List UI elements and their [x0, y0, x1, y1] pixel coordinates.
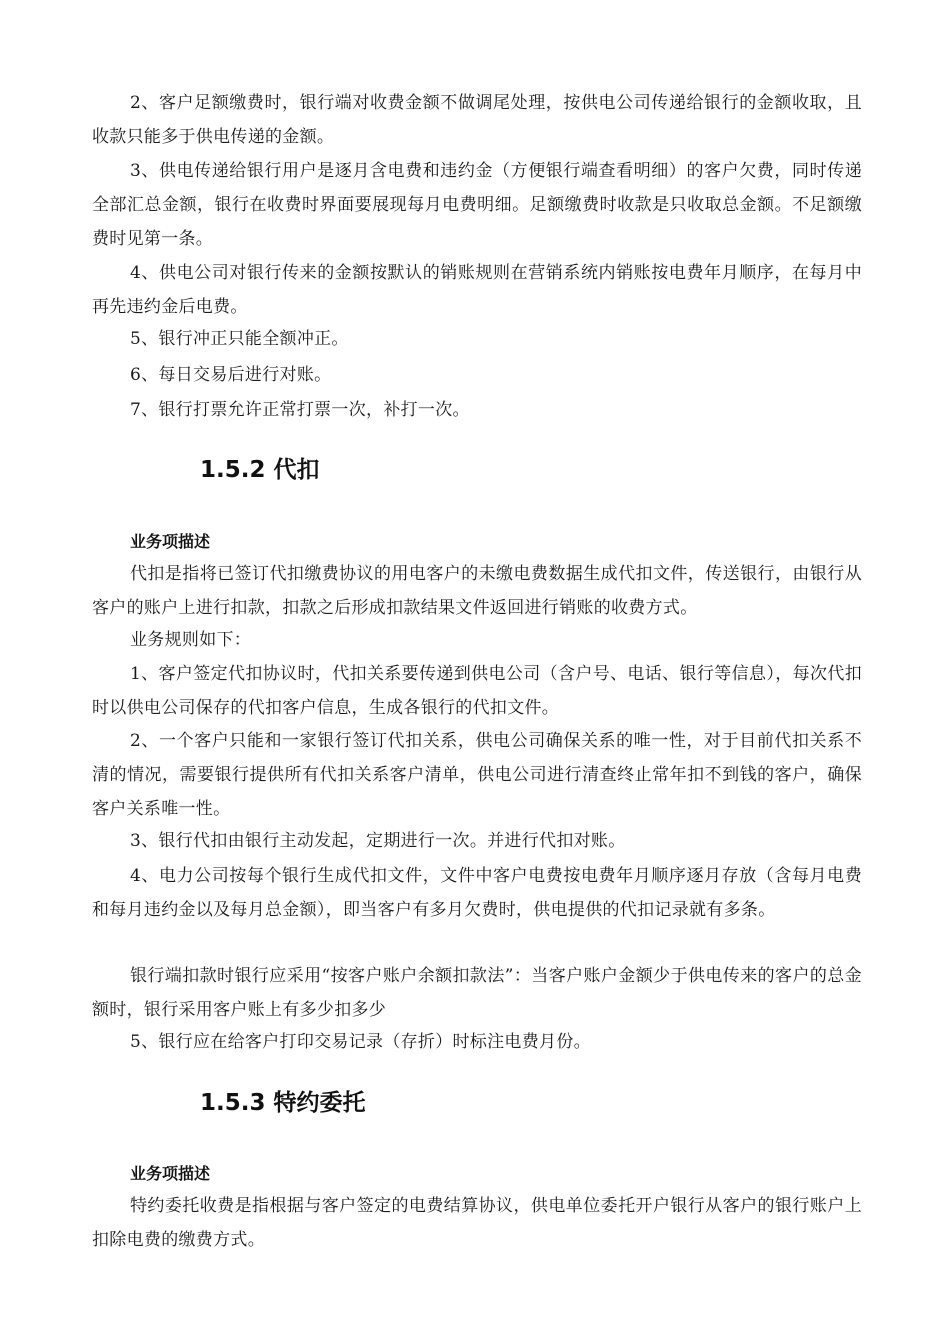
paragraph-description: 代扣是指将已签订代扣缴费协议的用电客户的未缴电费数据生成代扣文件，传送银行，由银行从客户的账户上进行扣款，扣款之后形成扣款结果文件返回进行销账的收费方式。 — [92, 564, 862, 618]
paragraph-rule-3: 3、银行代扣由银行主动发起，定期进行一次。并进行代扣对账。 — [130, 831, 626, 851]
paragraph-rule-5: 5、银行应在给客户打印交易记录（存折）时标注电费月份。 — [130, 1032, 591, 1052]
paragraph-rule-4: 4、供电公司对银行传来的金额按默认的销账规则在营销系统内销账按电费年月顺序，在每月中再先违约金后电费。 — [92, 263, 862, 317]
paragraph-description: 特约委托收费是指根据与客户签定的电费结算协议，供电单位委托开户银行从客户的银行账户上扣除电费的缴费方式。 — [92, 1196, 862, 1250]
paragraph-rule-1: 1、客户签定代扣协议时，代扣关系要传递到供电公司（含户号、电话、银行等信息），每次代扣时以供电公司保存的代扣客户信息，生成各银行的代扣文件。 — [92, 664, 862, 718]
subheading-business-description: 业务项描述 — [130, 1164, 211, 1183]
paragraph-rule-3: 3、供电传递给银行用户是逐月含电费和违约金（方便银行端查看明细）的客户欠费，同时传递全部汇总金额，银行在收费时界面要展现每月电费明细。足额缴费时收款是只收取总金额。不足额缴费时见第一条。 — [92, 161, 862, 249]
paragraph-rule-6: 6、每日交易后进行对账。 — [130, 365, 332, 385]
paragraph-deduction-method: 银行端扣款时银行应采用“按客户账户余额扣款法”：当客户账户金额少于供电传来的客户的总金额时，银行采用客户账上有多少扣多少 — [92, 966, 862, 1020]
paragraph-rule-2: 2、客户足额缴费时，银行端对收费金额不做调尾处理，按供电公司传递给银行的金额收取，且收款只能多于供电传递的金额。 — [92, 93, 862, 147]
paragraph-rule-5: 5、银行冲正只能全额冲正。 — [130, 329, 349, 349]
section-heading-1-5-2: 1.5.2 代扣 — [200, 457, 320, 483]
paragraph-rule-7: 7、银行打票允许正常打票一次，补打一次。 — [130, 400, 470, 420]
paragraph-rules-intro: 业务规则如下： — [130, 630, 252, 650]
paragraph-rule-2: 2、一个客户只能和一家银行签订代扣关系，供电公司确保关系的唯一性，对于目前代扣关系不清的情况，需要银行提供所有代扣关系客户清单，供电公司进行清查终止常年扣不到钱的客户，确保客户关系唯一性。 — [92, 731, 862, 819]
paragraph-rule-4: 4、电力公司按每个银行生成代扣文件，文件中客户电费按电费年月顺序逐月存放（含每月电费和每月违约金以及每月总金额），即当客户有多月欠费时，供电提供的代扣记录就有多条。 — [92, 866, 862, 920]
subheading-business-description: 业务项描述 — [130, 532, 211, 551]
section-heading-1-5-3: 1.5.3 特约委托 — [200, 1090, 366, 1116]
